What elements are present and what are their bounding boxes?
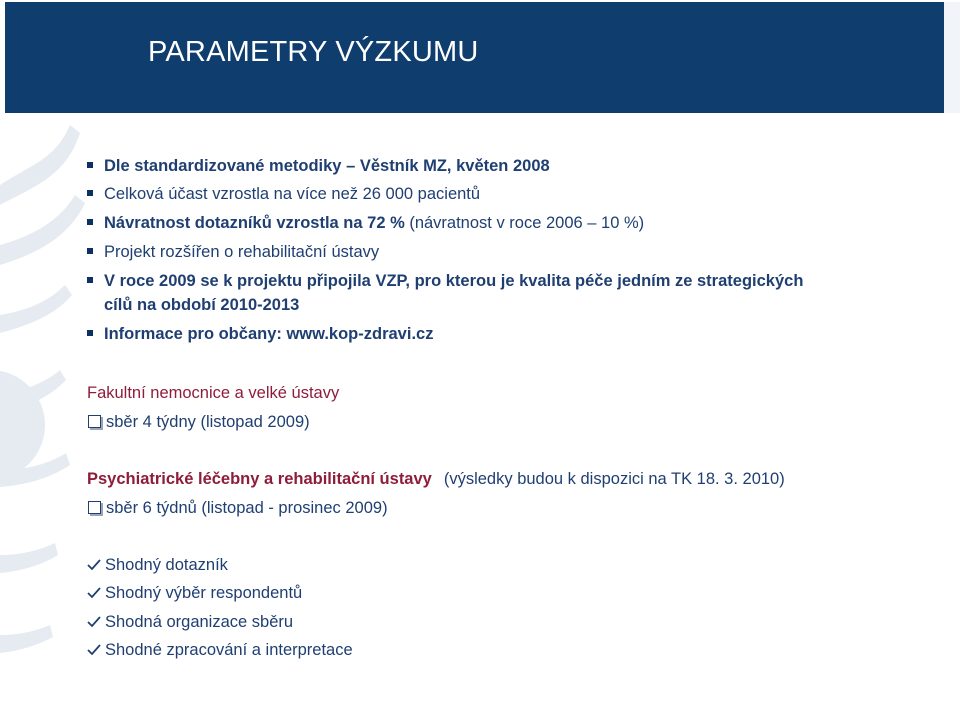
bullet-text-continued: cílů na období 2010-2013: [104, 296, 300, 314]
page-title: PARAMETRY VÝZKUMU: [148, 36, 479, 68]
section-heading: Psychiatrické léčebny a rehabilitační ústavy: [87, 470, 432, 488]
section-note: (výsledky budou k dispozici na TK 18. 3. 2010): [443, 470, 785, 488]
square-bullet-icon: [87, 162, 93, 168]
checkmark-icon: [87, 586, 101, 600]
bullet-text: Dle standardizované metodiky – Věstník MZ, květen 2008: [104, 157, 550, 175]
checkbox-icon: [88, 501, 101, 514]
square-bullet-icon: [87, 190, 93, 196]
bullet-text: [104, 213, 644, 233]
title-bar: [5, 2, 944, 113]
checklist-item: Shodná organizace sběru: [105, 613, 294, 631]
checkbox-icon: [88, 415, 101, 428]
square-bullet-icon: [87, 330, 93, 336]
checklist-item: Shodný dotazník: [105, 556, 228, 574]
checkmark-icon: [87, 643, 101, 657]
bullet-text: Projekt rozšířen o rehabilitační ústavy: [104, 243, 380, 261]
section-heading-row: [87, 469, 785, 489]
checklist-item: Shodný výběr respondentů: [105, 584, 303, 602]
bullet-text: Informace pro občany: www.kop-zdravi.cz: [104, 325, 434, 343]
section-heading: Fakultní nemocnice a velké ústavy: [87, 384, 340, 402]
checkmark-icon: [87, 615, 101, 629]
bullet-text-bold: Návratnost dotazníků vzrostla na 72 %: [104, 214, 405, 232]
checklist-item: Shodné zpracování a interpretace: [105, 641, 353, 659]
bullet-text-rest: (návratnost v roce 2006 – 10 %): [404, 214, 645, 232]
square-bullet-icon: [87, 277, 93, 283]
section-item: sběr 6 týdnů (listopad - prosinec 2009): [106, 499, 388, 517]
sun-logo-icon: [0, 125, 90, 716]
bullet-text: Celková účast vzrostla na více než 26 000 pacientů: [104, 185, 481, 203]
square-bullet-icon: [87, 219, 93, 225]
section-item: sběr 4 týdny (listopad 2009): [106, 413, 310, 431]
title-bar-accent: [944, 2, 960, 113]
square-bullet-icon: [87, 248, 93, 254]
checkmark-icon: [87, 558, 101, 572]
bullet-text: V roce 2009 se k projektu připojila VZP, pro kterou je kvalita péče jedním ze strategických: [104, 272, 804, 290]
